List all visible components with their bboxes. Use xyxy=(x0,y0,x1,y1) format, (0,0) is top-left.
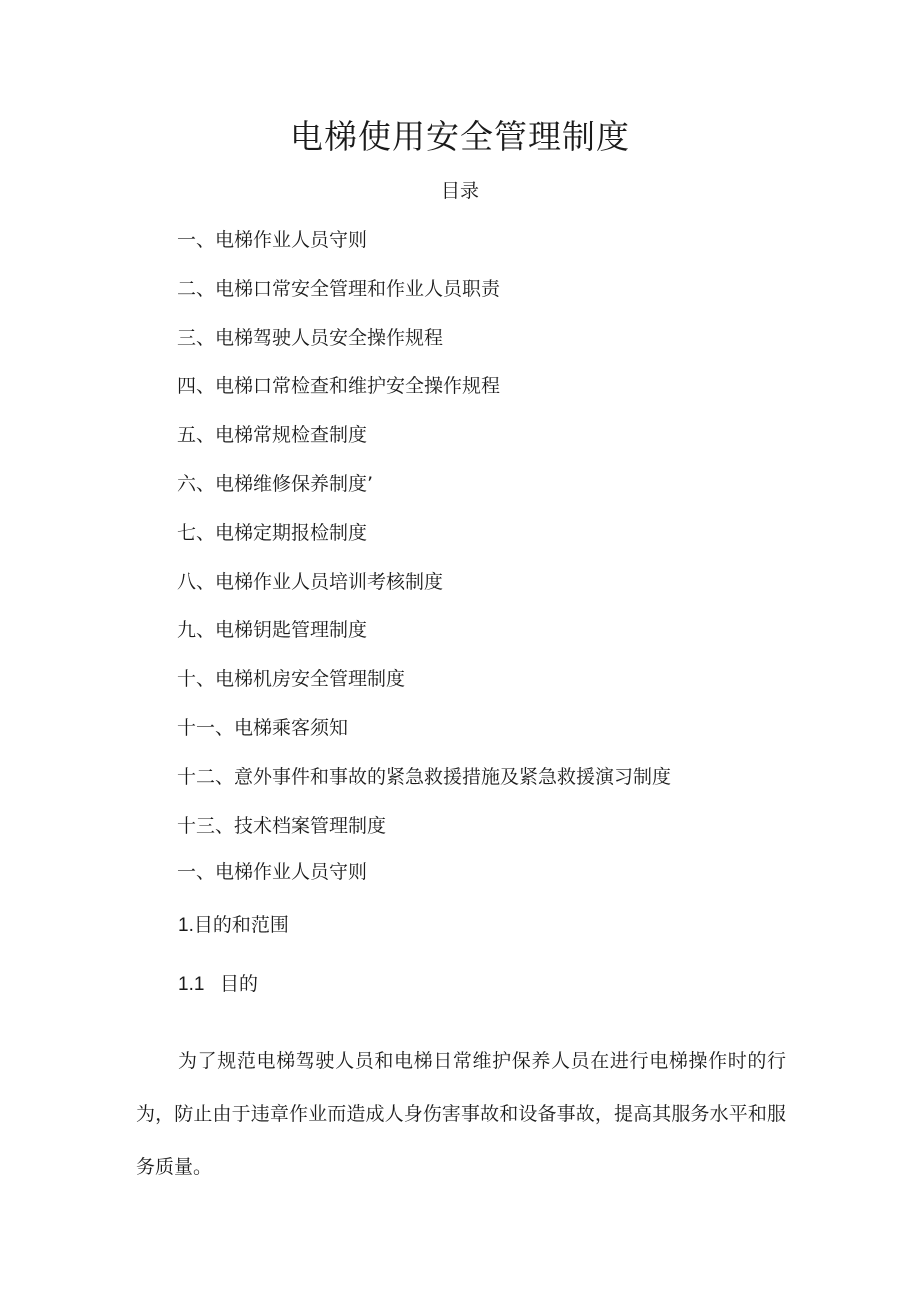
toc-item: 五、电梯常规检查制度 xyxy=(177,424,368,447)
toc-item: 十三、技术档案管理制度 xyxy=(177,814,387,837)
subsection-heading: 1.目的和范围 xyxy=(178,915,289,936)
toc-item: 十二、意外事件和事故的紧急救援措施及紧急救援演习制度 xyxy=(177,765,672,788)
body-paragraph: 为了规范电梯驾驶人员和电梯日常维护保养人员在进行电梯操作时的行为，防止由于违章作业而造成人身伤害事故和设备事故，提高其服务水平和服务质量。 xyxy=(136,1050,786,1178)
toc-item: 八、电梯作业人员培训考核制度 xyxy=(177,570,444,593)
document-title: 电梯使用安全管理制度 xyxy=(290,117,630,156)
table-of-contents xyxy=(177,226,671,860)
sub-subsection-label: 目的 xyxy=(220,974,259,995)
toc-item: 九、电梯钥匙管理制度 xyxy=(177,619,368,642)
toc-item: 十、电梯机房安全管理制度 xyxy=(177,668,406,691)
sub-subsection-heading xyxy=(178,971,258,999)
toc-item: 二、电梯口常安全管理和作业人员职责 xyxy=(177,277,501,300)
toc-item: 十一、电梯乘客须知 xyxy=(177,716,349,739)
toc-item: 七、电梯定期报检制度 xyxy=(177,521,368,544)
toc-item: 六、电梯维修保养制度’ xyxy=(177,472,374,495)
sub-subsection-number: 1.1 xyxy=(178,974,205,995)
toc-item: 一、电梯作业人员守则 xyxy=(177,229,368,251)
section-heading: 一、电梯作业人员守则 xyxy=(177,861,368,883)
toc-item: 四、电梯口常检查和维护安全操作规程 xyxy=(177,375,501,398)
toc-item: 三、电梯驾驶人员安全操作规程 xyxy=(177,326,444,349)
toc-heading: 目录 xyxy=(440,180,479,202)
